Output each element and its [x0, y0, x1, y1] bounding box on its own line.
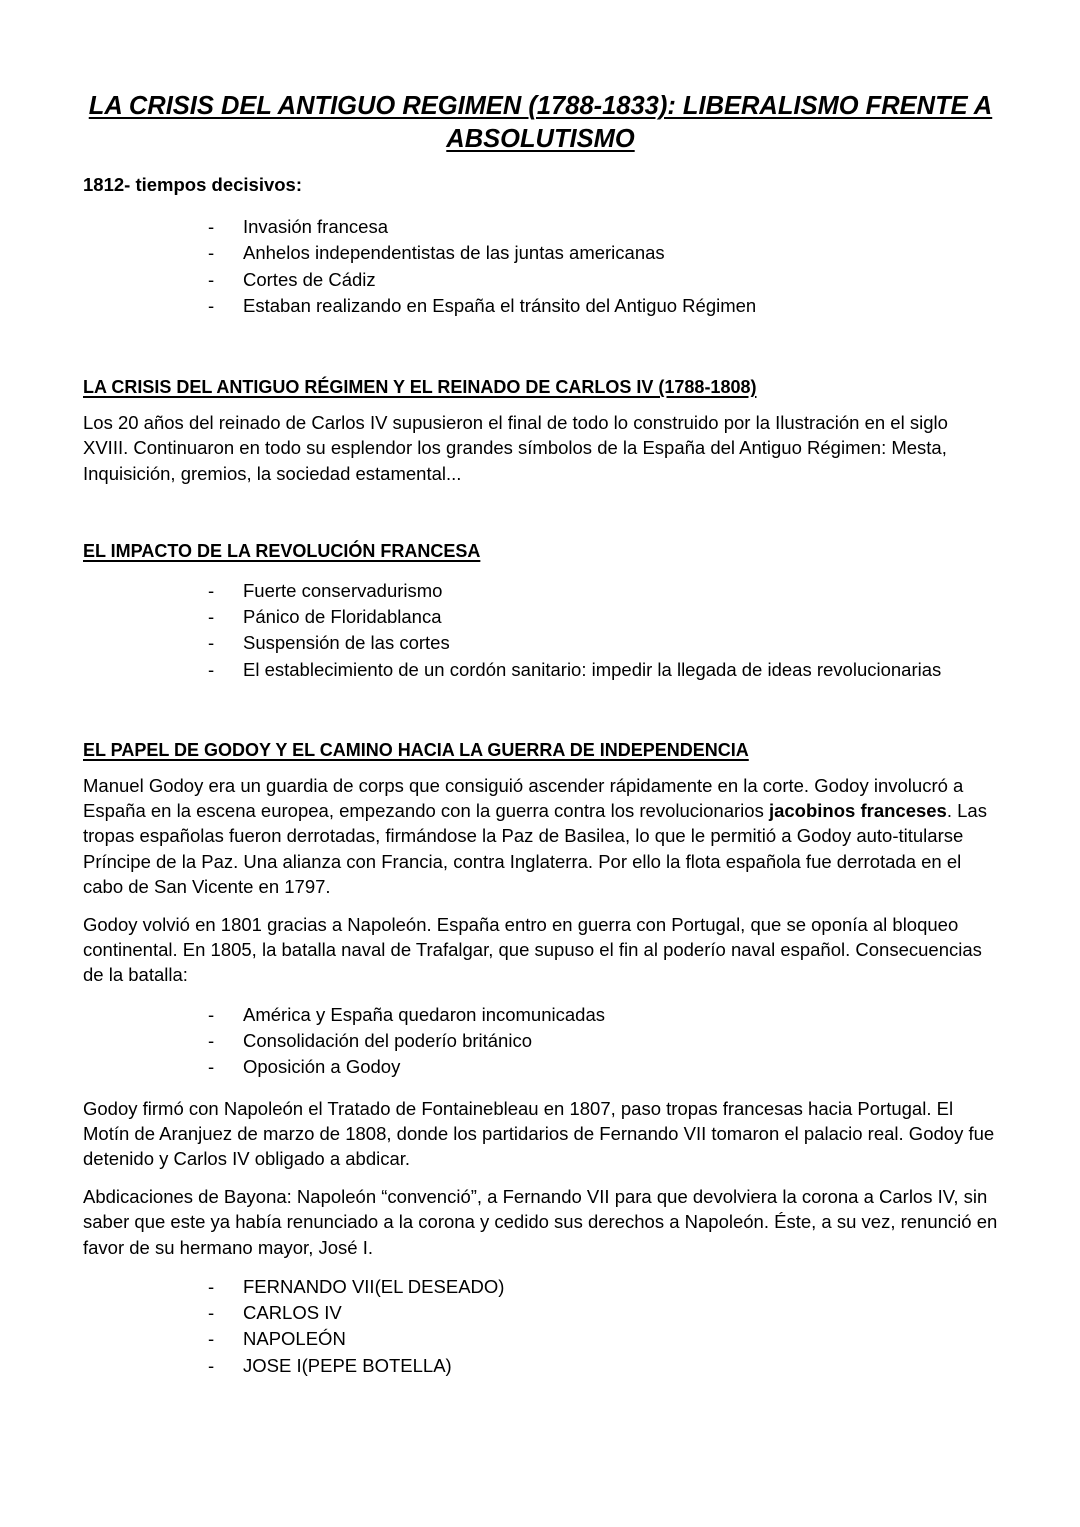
section-heading-revolucion: EL IMPACTO DE LA REVOLUCIÓN FRANCESA — [83, 540, 481, 561]
list-item: - CARLOS IV — [208, 1300, 998, 1326]
list-item: - Invasión francesa — [208, 214, 998, 240]
bullet-dash: - — [208, 1354, 215, 1376]
personajes-list — [83, 1274, 998, 1379]
revolucion-list — [83, 578, 998, 683]
list-item: - JOSE I(PEPE BOTELLA) — [208, 1353, 998, 1379]
intro-label: 1812- tiempos decisivos: — [83, 174, 303, 195]
bullet-dash: - — [208, 1056, 215, 1078]
bullet-dash: - — [208, 242, 215, 264]
bullet-dash: - — [208, 1302, 215, 1324]
consecuencias-list — [83, 1002, 998, 1081]
bullet-dash: - — [208, 1003, 215, 1025]
list-item: - Consolidación del poderío británico — [208, 1028, 998, 1054]
intro-list — [83, 214, 998, 319]
list-item: - América y España quedaron incomunicadas — [208, 1002, 998, 1028]
bullet-dash: - — [208, 1029, 215, 1051]
bullet-dash: - — [208, 294, 215, 316]
section-heading-godoy: EL PAPEL DE GODOY Y EL CAMINO HACIA LA GUERRA DE INDEPENDENCIA — [83, 739, 749, 760]
bullet-dash: - — [208, 632, 215, 654]
document-title-line2: ABSOLUTISMO — [446, 125, 635, 153]
list-item: - El establecimiento de un cordón sanitario: impedir la llegada de ideas revolucionarias — [208, 657, 998, 683]
bold-term: jacobinos franceses — [768, 800, 947, 822]
paragraph-godoy-1: Manuel Godoy era un guardia de corps que consiguió ascender rápidamente en la corte. Godoy involucró a España en la escena europea, empezando con la guerra contra los revolucionarios jacobinos franceses. Las tropas españolas fueron derrotadas, firmándose la Paz de Basilea, lo que le permitió a Godoy auto-titularse Príncipe de la Paz. Una alianza con Francia, contra Inglaterra. Por ello la flota española fue derrotada en el cabo de San Vicente en 1797. — [83, 774, 987, 897]
paragraph-carlos-iv: Los 20 años del reinado de Carlos IV supusieron el final de todo lo construido por la Ilustración en el siglo XVIII. Continuaron en todo su esplendor los grandes símbolos de la España del Antiguo Régimen: Mesta, Inquisición, gremios, la sociedad estamental... — [83, 412, 948, 484]
list-item: - Anhelos independentistas de las juntas americanas — [208, 240, 998, 266]
bullet-dash: - — [208, 606, 215, 628]
bullet-dash: - — [208, 579, 215, 601]
list-item: - Fuerte conservadurismo — [208, 578, 998, 604]
bullet-dash: - — [208, 658, 215, 680]
list-item: - Oposición a Godoy — [208, 1054, 998, 1080]
bullet-dash: - — [208, 1328, 215, 1350]
list-item: - Estaban realizando en España el tránsito del Antiguo Régimen — [208, 293, 998, 319]
bullet-dash: - — [208, 1275, 215, 1297]
bullet-dash: - — [208, 268, 215, 290]
bullet-dash: - — [208, 216, 215, 237]
paragraph-godoy-4: Abdicaciones de Bayona: Napoleón “convenció”, a Fernando VII para que devolviera la corona a Carlos IV, sin saber que este ya había renunciado a la corona y cedido sus derechos a Napoleón. Éste, a su vez, renunció en favor de su hermano mayor, José I. — [83, 1186, 998, 1258]
list-item: - NAPOLEÓN — [208, 1326, 998, 1352]
paragraph-godoy-2: Godoy volvió en 1801 gracias a Napoleón. España entro en guerra con Portugal, que se oponía al bloqueo continental. En 1805, la batalla naval de Trafalgar, que supuso el fin al poderío naval español. Consecuencias de la batalla: — [83, 914, 982, 986]
list-item: - Pánico de Floridablanca — [208, 604, 998, 630]
list-item: - Suspensión de las cortes — [208, 630, 998, 656]
document-title — [83, 90, 998, 156]
document-page — [83, 90, 998, 1379]
list-item: - FERNANDO VII(EL DESEADO) — [208, 1274, 998, 1300]
paragraph-godoy-3: Godoy firmó con Napoleón el Tratado de Fontainebleau en 1807, paso tropas francesas hacia Portugal. El Motín de Aranjuez de marzo de 1808, donde los partidarios de Fernando VII tomaron el palacio real. Godoy fue detenido y Carlos IV obligado a abdicar. — [83, 1097, 995, 1169]
list-item: - Cortes de Cádiz — [208, 267, 998, 293]
document-title-line1: LA CRISIS DEL ANTIGUO REGIMEN (1788-1833): LIBERALISMO FRENTE A — [88, 92, 993, 120]
section-heading-carlos-iv: LA CRISIS DEL ANTIGUO RÉGIMEN Y EL REINADO DE CARLOS IV (1788-1808) — [83, 377, 757, 398]
